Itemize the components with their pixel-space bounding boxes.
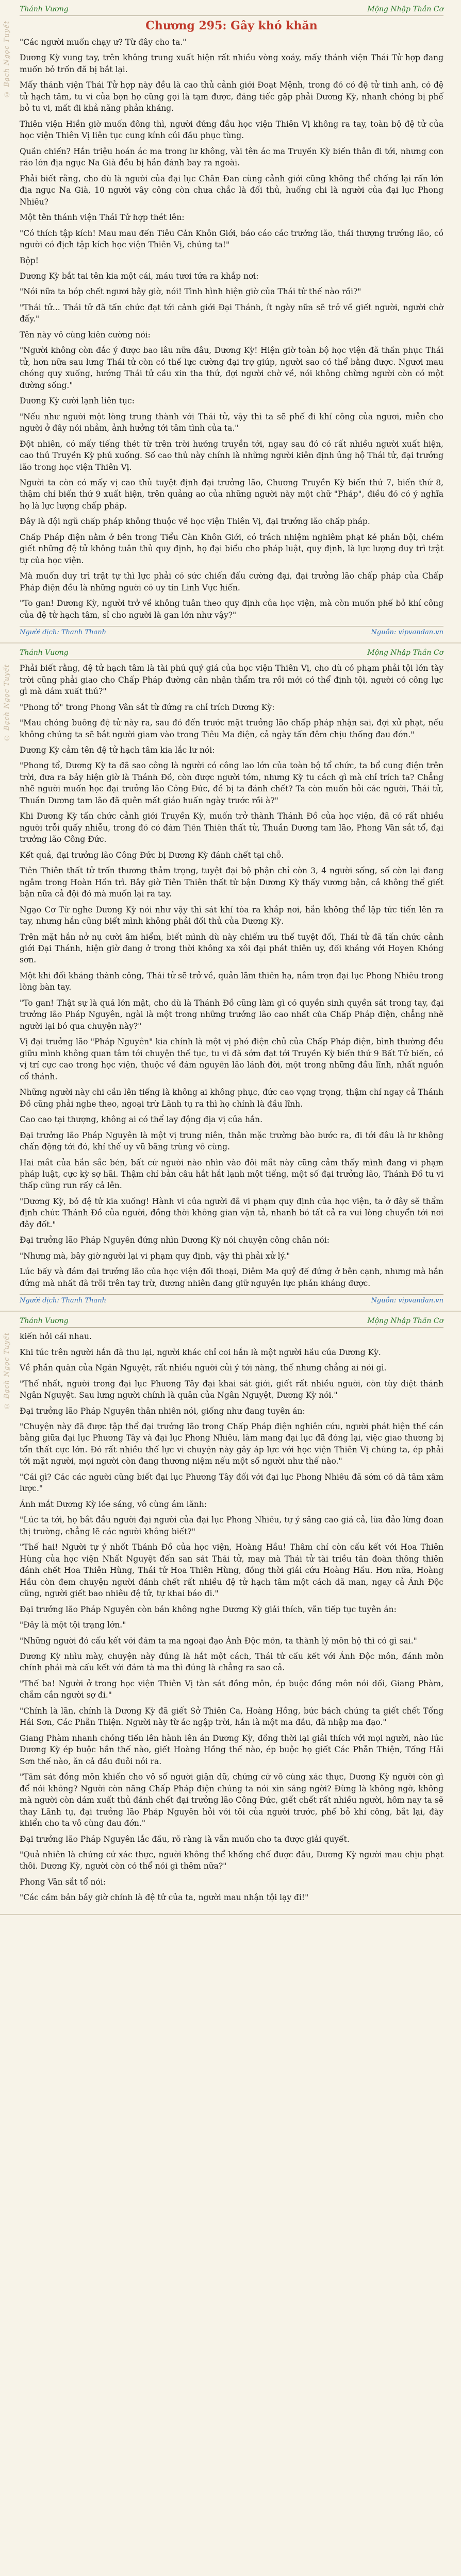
- paragraph: "Lúc ta tới, họ bắt đầu người đại người của đại lục Phong Nhiêu, tự ý săng cao giá cả, lừa đảo lừng đoan thị trường, chẳng lẽ các người không biết?": [20, 1515, 443, 1536]
- paragraph: Trên mặt hắn nở nụ cười âm hiểm, biết mình dù này chiếm ưu thế tuyệt đối, Thái tử đã tấn chức cảnh giới Đại Thánh, hiện giờ đang ở trong thời không xa xôi đại phát thiên uy, đối kháng với Hoyen Khóng sơn.: [20, 932, 443, 965]
- paragraph: Dương Kỳ bắt tai tên kia một cái, máu tươi tứa ra khắp nơi:: [20, 271, 259, 281]
- paragraph: "Chuyện này đã được tập thể đại trưởng lão trong Chấp Pháp điện nghiên cứu, người phát hiện thế cán bằng giữa đại lục Phương Tây và đại lục Phong Nhiêu, làm mang đại lục đã đóng lại, việc giao thương bị tổn thất cực lớn. Đó rất nhiều thế lực vi chuyện này gây áp lực với học viện Thiên Vị chúng ta, ép phải tới mặt người, mọi người còn đang thương niệm nếu một số người như thế nào.": [20, 1422, 443, 1466]
- paragraph: Khi túc trên người hắn đã thu lại, người khác chỉ coi hắn là một người hầu của Dương Kỳ.: [20, 1347, 381, 1357]
- page-body: [20, 1331, 443, 1904]
- paragraph: Cao cao tại thượng, không ai có thể lay động địa vị của hắn.: [20, 1115, 263, 1125]
- paragraph: Tiên Thiên thất tử trốn thương thảm trọng, tuyệt đại bộ phận chỉ còn 3, 4 người sống, số còn lại đang ngâm trong Hoàn Hồn trì. Bây giờ Tiên Thiên thất tử bận Dương Kỳ thấy vương bận, cả không thể giết bận nữa cả đội đó mà muốn lại ra tay.: [20, 866, 443, 899]
- watermark: © Bạch Ngọc Tuyết: [3, 21, 11, 98]
- header-left: Thánh Vương: [20, 649, 69, 657]
- paragraph: Dương Kỳ cảm tên đệ tử hạch tâm kia lắc lư nói:: [20, 745, 215, 755]
- paragraph: "Các cầm bản bảy giờ chính là đệ tử của ta, người mau nhận tội lạy đi!": [20, 1893, 309, 1903]
- header-right: Mộng Nhập Thần Cơ: [367, 5, 443, 13]
- paragraph: "Các người muốn chạy ư? Từ đây cho ta.": [20, 38, 187, 47]
- paragraph: Tên này vô cùng kiên cường nói:: [20, 330, 151, 340]
- page-sheet-2: [0, 643, 461, 1312]
- paragraph: Đây là đội ngũ chấp pháp không thuộc về học viện Thiên Vị, đại trưởng lão chấp pháp.: [20, 517, 370, 527]
- paragraph: Một tên thánh viện Thái Tử hợp thét lên:: [20, 213, 185, 223]
- paragraph: "Có thích tập kích! Mau mau đến Tiêu Cản Khôn Giới, báo cáo các trưởng lão, thái thượng trưởng lão, có người có địch tập kích học viện Thiên Vị, chúng ta!": [20, 228, 443, 250]
- header-right: Mộng Nhập Thần Cơ: [367, 1317, 443, 1326]
- page-sheet-1: [0, 0, 461, 643]
- running-header: [20, 5, 443, 16]
- paragraph: Ngạo Cơ Từ nghe Dương Kỳ nói như vậy thì sát khí tòa ra khắp nơi, hắn không thể lập tức tiến lên ra tay, nhưng hắn cũng biết mình không phải đối thủ của Dương Kỳ.: [20, 905, 443, 926]
- paragraph: Những người này chi cần lên tiếng là không ai không phục, đức cao vọng trọng, thậm chí ngay cả Thánh Đồ cũng phải nghe theo, ngoại trừ Lãnh tụ ra thì họ chính là đầu lĩnh.: [20, 1088, 443, 1109]
- paragraph: Lúc bấy và đám đại trưởng lão của học viện đối thoại, Diêm Ma quỷ đế đứng ở bên cạnh, nhưng mà hắn đứng mà nhất đã trỗi trên tay trừ, đương nhiên đang giữ nguyên lực phản kháng được.: [20, 1267, 443, 1288]
- paragraph: Quần chiến? Hắn triệu hoán ác ma trong lư không, vài tên ác ma Truyền Kỳ biến thân đi tới, nhưng con ráo lớn địa ngục Na Già đều bị hắn đánh bay ra ngoài.: [20, 146, 443, 168]
- paragraph: Đại trưởng lão Pháp Nguyên còn bản không nghe Dương Kỳ giải thích, vẫn tiếp tục tuyên án:: [20, 1604, 397, 1614]
- paragraph: "Những người đó cấu kết với đám ta ma ngoại đạo Ánh Độc môn, ta thành lý môn hộ thì có gì sai.": [20, 1636, 417, 1646]
- paragraph: "Nếu như người một lòng trung thành với Thái tử, vậy thì ta sẽ phế đi khí công của ngươi, miễn cho người ở đây nói nhảm, ảnh hưởng tới tâm tình của ta.": [20, 412, 443, 433]
- page-body: [20, 663, 443, 1289]
- paragraph: "To gan! Thật sự là quá lớn mật, cho dù là Thánh Đồ cũng làm gì có quyền sinh quyền sát trong tay, đại trưởng lão Pháp Nguyên, ngài là một trong những trưởng lão cao nhất của Chấp Pháp điện, chẳng nhẽ người lại bó qua chuyện này?": [20, 998, 443, 1031]
- paragraph: Kết quả, đại trưởng lão Công Đức bị Dương Kỳ đánh chết tại chỗ.: [20, 850, 284, 860]
- running-footer: [20, 1294, 443, 1304]
- watermark: © Bạch Ngọc Tuyết: [3, 664, 11, 741]
- paragraph: "Dương Kỳ, bỏ đệ tử kia xuống! Hành vi của người đã vi phạm quy định của học viện, ta ở đây sẽ thẩm định chức Thánh Đồ của người, đồng thời không gian vận tả, nhanh bó tất cả ra vui lòng chuyển tới nơi đây đốt.": [20, 1196, 443, 1229]
- header-left: Thánh Vương: [20, 5, 69, 13]
- paragraph: Mấy thánh viện Thái Tử hợp này đều là cao thủ cảnh giới Đoạt Mệnh, trong đó có đệ tử tinh anh, có đệ tử hạch tâm, tu vi của bọn họ cũng gọi là tạm được, đáng tiếc gặp phải Dương Kỳ, nhanh chóng bị phế bỏ tu vi, mất đi khả năng phản kháng.: [20, 80, 443, 113]
- paragraph: Đột nhiên, có mấy tiếng thét từ trên trời hướng truyền tới, ngay sau đó có rất nhiều người xuất hiện, cao thủ Truyền Kỳ phủ xuống. Số cao thủ này chính là những người kiên định ủng hộ Thái tử, đại trưởng lão trong học viện Thiên Vị.: [20, 439, 443, 472]
- paragraph: Một khi đối kháng thành công, Thái tử sẽ trở về, quản lãm thiên hạ, nắm trọn đại lục Phong Nhiêu trong lòng bàn tay.: [20, 971, 443, 992]
- paragraph: Mà muốn duy trì trật tự thì lực phải có sức chiến đấu cường đại, đại trưởng lão chấp pháp của Chấp Pháp điện đều là những người có uy tín Linh Vực hiến.: [20, 571, 443, 592]
- paragraph: Đại trưởng lão Pháp Nguyên là một vị trung niên, thân mặc trường bào bước ra, đi tới đâu là lư không chấn động tới đó, khí thế uy vũ băng trùng vô cùng.: [20, 1130, 443, 1152]
- page-body: [20, 37, 443, 621]
- paragraph: Người ta còn có mấy vị cao thủ tuyệt định đại trưởng lão, Chương Truyền Kỳ biến thứ 7, biến thứ 8, thậm chí biến thứ 9 xuất hiện, trên quảng ao của những người này một chữ "Pháp", điều đó có ý nghĩa họ là lực lượng chấp pháp.: [20, 478, 443, 511]
- paragraph: "Chính là lãn, chính là Dương Kỳ đã giết Sở Thiên Ca, Hoàng Hồng, bức bách chúng ta giết chết Tống Hải Sơn, Các Phẫn Thiện. Người này từ ác ngập trời, hắn là một ma đầu, đã nhập ma đạo.": [20, 1706, 443, 1727]
- paragraph: Chấp Pháp điện nằm ở bên trong Tiểu Càn Khôn Giới, có trách nhiệm nghiêm phạt kẻ phản bội, chém giết những đệ tử không tuân thủ quy định, họ đại biểu cho pháp luật, quy định, là lực lượng duy trì trật tự của học viện.: [20, 532, 443, 565]
- paragraph: Phải biết rằng, cho dù là người của đại lục Chân Đan cùng cảnh giới cũng không thể chống lại rấn lớn địa ngục Na Già, 10 người vây công còn chưa chắc là đối thủ, huống chi là người của đại lục Phong Nhiêu?: [20, 174, 443, 207]
- paragraph: Ánh mắt Dương Kỳ lóe sáng, vô cùng ám lãnh:: [20, 1499, 207, 1509]
- paragraph: Dương Kỳ nhìu mày, chuyện này đúng là hắt một cách, Thái tử cấu kết với Ánh Độc môn, đánh môn chính phái mà cấu kết với đám tà ma thì đúng là chẳng ra sao cả.: [20, 1651, 443, 1673]
- paragraph: Khi Dương Kỳ tấn chức cảnh giới Truyền Kỳ, muốn trở thành Thánh Đồ của học viện, đã có rất nhiều người trỗi quấy nhiễu, trong đó có đám Tiên Thiên thất tử, Thuần Dương tam lão, Phong Vân sắt tổ, đại trưởng lão Công Đức.: [20, 811, 443, 844]
- page-sheet-3: [0, 1312, 461, 1915]
- paragraph: Đại trưởng lão Pháp Nguyên thân nhiên nói, giống như đang tuyên án:: [20, 1406, 305, 1416]
- paragraph: Dương Kỳ cười lạnh liên tục:: [20, 396, 135, 406]
- paragraph: "Mau chóng buông đệ tử này ra, sau đó đến trước mặt trưởng lão chấp pháp nhận sai, đợi xử phạt, nếu không chúng ta sẽ bắt người giam vào trong Tiêu Ma điện, cả ngày tấn đêm chịu thống đau đớn.": [20, 718, 443, 739]
- paragraph: "Người không còn đắc ý được bao lâu nữa đâu, Dương Kỳ! Hiện giờ toàn bộ học viện đã thần phục Thái tử, hơn nữa sau lưng Thái tử còn có thế lực cường đại trợ giúp, người sao có thể bằng được. Ngươi mau chóng quy xuống, hướng Thái tử cầu xin tha thứ, đợi người chờ về, nói không chừng người còn có một đường sống.": [20, 346, 443, 390]
- header-left: Thánh Vương: [20, 1317, 69, 1326]
- running-header: [20, 1317, 443, 1328]
- paragraph: Giang Phàm nhanh chóng tiến lên hành lên án Dương Kỳ, đồng thời lại giải thích với mọi người, nào lúc Dương Kỳ ép buộc hắn thế nào, giết Hoàng Hồng thế nào, ép buộc họ giết Các Phẫn Thiện, Tống Hải Sơn thế nào, ăn cả đầu đuôi nói ra.: [20, 1733, 443, 1766]
- paragraph: Vị đại trưởng lão "Pháp Nguyên" kia chính là một vị phó điện chủ của Chấp Pháp điện, bình thường đều giữu mình không quan tâm tới chuyện thế tục, tu vi đã sớm đạt tới Truyền Kỳ biến thứ 9 Bất Tử biến, có vị trí cực cao trong học viện, thuộc về đám nguyên lão lánh đời, một trong những đầu lĩnh, nhất nguồn cổ thánh.: [20, 1037, 443, 1081]
- paragraph: "Nói nữa ta bóp chết ngươi bây giờ, nói! Tình hình hiện giờ của Thái tử thế nào rồi?": [20, 287, 361, 297]
- paragraph: Đại trưởng lão Pháp Nguyên đứng nhìn Dương Kỳ nói chuyện công chân nói:: [20, 1235, 330, 1245]
- paragraph: Thiên viện Hiền giờ muốn đông thì, người đứng đầu học viện Thiên Vị không ra tay, toàn bộ đệ tử của học viện Thiên Vị liên tục cung kính cúi đầu phục tùng.: [20, 119, 443, 141]
- paragraph: "Cái gì? Các các người cũng biết đại lục Phương Tây đối với đại lục Phong Nhiêu đã sớm có dã tâm xâm lược.": [20, 1472, 443, 1494]
- running-header: [20, 649, 443, 659]
- header-right: Mộng Nhập Thần Cơ: [367, 649, 443, 657]
- footer-right: Nguồn: vipvandan.vn: [371, 629, 443, 637]
- footer-left: Người dịch: Thanh Thanh: [20, 629, 107, 637]
- paragraph: "Phong tổ, Dương Kỳ ta đã sao công là người có công lao lớn của toàn bộ tổ chức, ta bổ cung điện trên trời, đưa ra bảy hiện giờ là Thánh Đồ, còn được người tóm, nhưng Kỳ tu cách gì mà chỉ trích ta? Chẳng nhẽ người muốn học đại trưởng lão Công Đức, đề bị ta đánh chết? Ta còn muốn hỏi các người, Thái tử, Thuần Dương tam lão đã quên mất giáo huấn ngày trước rồi à?": [20, 761, 443, 805]
- paragraph: "Thế ba! Người ở trong học viện Thiên Vị tàn sát đồng môn, ép buộc đồng môn nói dối, Giang Phàm, chắm cần người sợ đi.": [20, 1679, 443, 1700]
- paragraph: "Phong tổ" trong Phong Vân sắt từ đứng ra chỉ trích Dương Kỳ:: [20, 702, 275, 712]
- running-footer: [20, 626, 443, 636]
- paragraph: Bộp!: [20, 256, 39, 265]
- paragraph: Hai mắt của hắn sắc bén, bất cứ người nào nhìn vào đôi mắt này cũng cảm thấy mình đang vi phạm pháp luật, cực kỳ sợ hãi. Thậm chí bản câu hắt hắt lạnh một tiếng, một số đại trưởng lão, Thánh Đồ tu vi thấp cũng run rấy cả lên.: [20, 1158, 443, 1191]
- paragraph: "To gan! Dương Kỳ, người trở về không tuân theo quy định của học viện, mà còn muốn phế bỏ khí công của đệ tử hạch tâm, sỉ cho người là gan lớn như vậy?": [20, 599, 443, 620]
- paragraph: "Đây là một tội trạng lớn.": [20, 1620, 126, 1630]
- paragraph: Phong Vân sắt tổ nói:: [20, 1877, 106, 1887]
- watermark: © Bạch Ngọc Tuyết: [3, 1332, 11, 1410]
- paragraph: Dương Kỳ vung tay, trên không trung xuất hiện rất nhiều vòng xoáy, mấy thánh viện Thái Tử hợp đang muốn bỏ trốn đã bị bắt lại.: [20, 53, 443, 74]
- paragraph: "Thái tử... Thái tử đã tấn chức đạt tới cảnh giới Đại Thánh, ít ngày nữa sẽ trở về giết người, người chờ đấy.": [20, 302, 443, 324]
- footer-left: Người dịch: Thanh Thanh: [20, 1297, 107, 1305]
- paragraph: Đại trưởng lão Pháp Nguyên lắc đầu, rõ ràng là vẫn muốn cho ta được giải quyết.: [20, 1834, 350, 1844]
- paragraph: Phải biết rằng, đệ tử hạch tâm là tài phú quý giá của học viện Thiên Vị, cho dù có phạm phải tội lớn tày trời cũng phải giao cho Chấp Pháp đường cân nhận thẩm tra rồi mới có thể định tội, người có công lực gì mà dám xuất thủ?": [20, 664, 443, 697]
- paragraph: "Nhưng mà, bây giờ người lại vi phạm quy định, vậy thì phải xử lý.": [20, 1251, 290, 1261]
- paragraph: "Quả nhiên là chứng cứ xác thực, người không thể khống chế được đâu, Dương Kỳ người mau chịu phạt thôi. Dương Kỳ, người còn có thể nói gì thêm nữa?": [20, 1850, 443, 1871]
- paragraph: "Thế nhất, người trong đại lục Phương Tây đại khai sát giới, giết rất nhiều người, còn tùy diệt thánh Ngân Nguyệt. Sau lưng người chính là quân của Ngân Nguyệt, Dương Kỳ nói.": [20, 1379, 443, 1400]
- paragraph: Về phần quân của Ngân Nguyệt, rất nhiều người củi ý tới nàng, thế nhưng chẳng ai nói gì.: [20, 1363, 387, 1373]
- chapter-title: Chương 295: Gây khó khăn: [145, 19, 318, 32]
- footer-right: Nguồn: vipvandan.vn: [371, 1297, 443, 1305]
- paragraph: kiến hỏi cái nhau.: [20, 1332, 92, 1342]
- paragraph: "Tâm sát đồng môn khiến cho vô số người giận dữ, chứng cứ vô cùng xác thực, Dương Kỳ người còn gì để nói không? Người còn năng Chấp Pháp điện chúng ta nói xin sáng ngời? Đừng là không ngờ, không mà người còn dám xuất thủ đánh chết đại trưởng lão Công Đức, giết chết rất nhiều người, hôm nay ta sẽ thay Lãnh tụ, đại trưởng lão Pháp Nguyên hỏi với tôi của người trước, phế bỏ khí công, bắt lại, đày khiển cho ta vô cùng đau đớn.": [20, 1772, 443, 1828]
- paragraph: "Thế hai! Người tự ý nhốt Thánh Đồ của học viện, Hoàng Hầu! Thâm chí còn cấu kết với Hoa Thiên Hùng của học viện Nhất Nguyệt đến san sát Thái tử, may mà Thái tử tài triều tân đoàn thông thiên đánh chết Hoa Thiên Hùng, Thái tử Hoa Thiên Hùng, đồng thời giải cứu Hoàng Hầu. Hơn nữa, Hoàng Hầu còn đem chuyện người đánh chết rất nhiều đệ tử hạch tâm một cách dã man, ngay cả Ánh Độc cũng, người giết bao nhiêu đệ tử, tự khai báo đi.": [20, 1543, 443, 1599]
